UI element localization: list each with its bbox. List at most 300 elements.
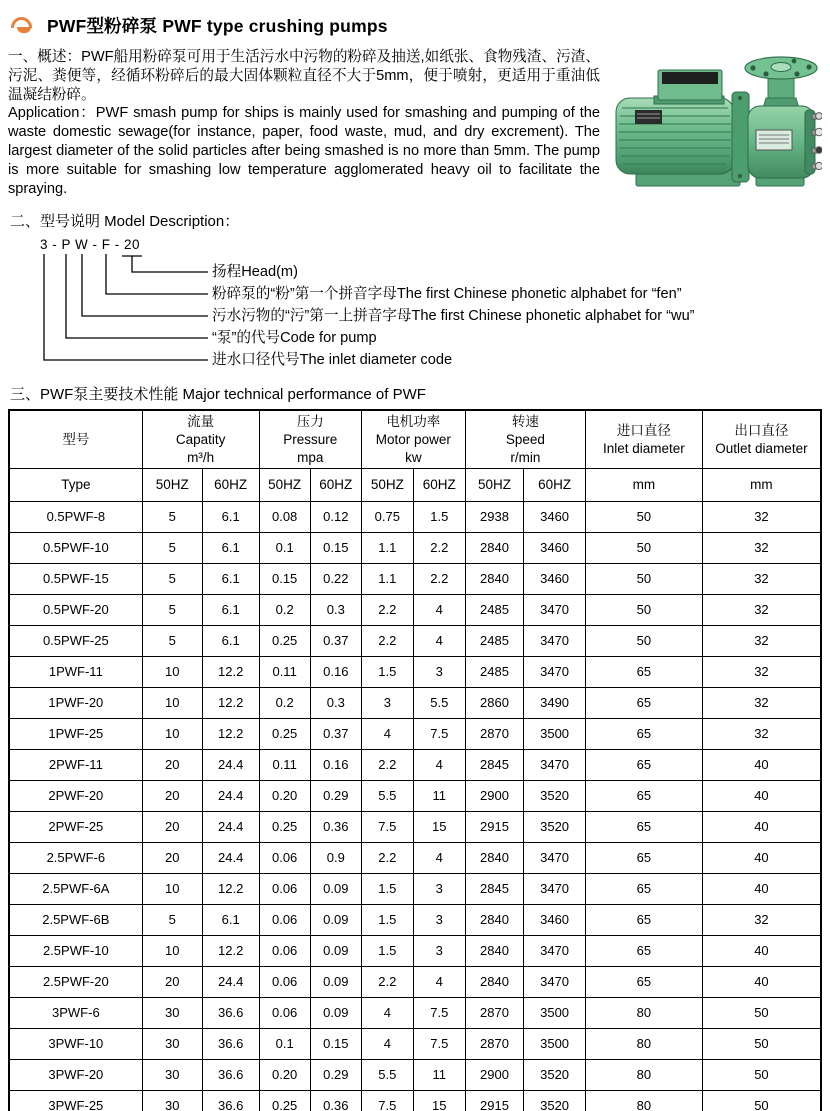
table-row xyxy=(9,1059,821,1090)
brand-logo-icon xyxy=(10,16,37,34)
value-cell: 0.15 xyxy=(310,532,361,563)
value-cell: 0.16 xyxy=(310,656,361,687)
value-cell: 12.2 xyxy=(202,718,259,749)
model-cell: 0.5PWF-15 xyxy=(9,563,142,594)
value-cell: 0.11 xyxy=(259,749,310,780)
value-cell: 3 xyxy=(413,935,465,966)
value-cell: 50 xyxy=(702,997,821,1028)
value-cell: 0.3 xyxy=(310,594,361,625)
table-row xyxy=(9,873,821,904)
value-cell: 0.36 xyxy=(310,811,361,842)
diagram-label-pump-code: “泵”的代号Code for pump xyxy=(212,330,377,347)
value-cell: 0.11 xyxy=(259,656,310,687)
value-cell: 0.15 xyxy=(310,1028,361,1059)
value-cell: 40 xyxy=(702,811,821,842)
value-cell: 3500 xyxy=(524,718,586,749)
model-description-section xyxy=(8,210,822,373)
speed-unit: r/min xyxy=(510,449,541,465)
page-title-en: PWF type crushing pumps xyxy=(162,15,388,36)
value-cell: 1.5 xyxy=(361,656,413,687)
value-cell: 12.2 xyxy=(202,873,259,904)
value-cell: 2845 xyxy=(465,749,523,780)
value-cell: 2900 xyxy=(465,1059,523,1090)
model-cell: 0.5PWF-20 xyxy=(9,594,142,625)
value-cell: 2840 xyxy=(465,935,523,966)
model-cell: 2.5PWF-6B xyxy=(9,904,142,935)
value-cell: 3470 xyxy=(524,749,586,780)
inlet-en: Inlet diameter xyxy=(602,440,685,456)
model-cell: 2.5PWF-10 xyxy=(9,935,142,966)
table-row xyxy=(9,501,821,532)
model-code-diagram xyxy=(32,237,822,373)
value-cell: 0.25 xyxy=(259,1090,310,1111)
value-cell: 10 xyxy=(142,935,202,966)
value-cell: 24.4 xyxy=(202,780,259,811)
value-cell: 2870 xyxy=(465,1028,523,1059)
value-cell: 3520 xyxy=(524,811,586,842)
value-cell: 50 xyxy=(702,1090,821,1111)
model-cell: 2PWF-11 xyxy=(9,749,142,780)
model-cell: 2.5PWF-20 xyxy=(9,966,142,997)
value-cell: 0.06 xyxy=(259,873,310,904)
value-cell: 5.5 xyxy=(413,687,465,718)
value-cell: 5 xyxy=(142,501,202,532)
value-cell: 10 xyxy=(142,718,202,749)
pressure-en: Pressure xyxy=(283,431,338,447)
table-row xyxy=(9,904,821,935)
capacity-zh: 流量 xyxy=(187,413,215,429)
pump-product-photo xyxy=(608,48,822,194)
subheader-60hz: 60HZ xyxy=(524,468,586,501)
value-cell: 0.25 xyxy=(259,811,310,842)
value-cell: 5 xyxy=(142,625,202,656)
value-cell: 50 xyxy=(702,1059,821,1090)
capacity-unit: m³/h xyxy=(187,449,215,465)
value-cell: 3470 xyxy=(524,594,586,625)
value-cell: 3 xyxy=(413,873,465,904)
value-cell: 80 xyxy=(585,1028,702,1059)
col-header-motor-power xyxy=(361,410,465,468)
value-cell: 2.2 xyxy=(413,532,465,563)
overview-text-zh: 一、概述：PWF船用粉碎泵可用于生活污水中污物的粉碎及抽送,如纸张、食物残渣、污渣、污泥、粪便等，经循环粉碎后的最大固体颗粒直径不大于5mm，便于喷射，更适用于重油低温凝结粉碎。 xyxy=(8,49,600,103)
table-row xyxy=(9,935,821,966)
table-row xyxy=(9,532,821,563)
diagram-label-fen: 粉碎泵的“粉”第一个拼音字母The first Chinese phonetic alphabet for “fen” xyxy=(212,286,682,303)
value-cell: 2860 xyxy=(465,687,523,718)
value-cell: 40 xyxy=(702,749,821,780)
value-cell: 0.20 xyxy=(259,1059,310,1090)
value-cell: 5 xyxy=(142,532,202,563)
subheader-outlet-mm: mm xyxy=(702,468,821,501)
value-cell: 5 xyxy=(142,563,202,594)
value-cell: 32 xyxy=(702,687,821,718)
value-cell: 0.75 xyxy=(361,501,413,532)
value-cell: 30 xyxy=(142,1059,202,1090)
value-cell: 12.2 xyxy=(202,656,259,687)
value-cell: 6.1 xyxy=(202,532,259,563)
logo-base-shape xyxy=(17,27,31,33)
value-cell: 4 xyxy=(413,749,465,780)
value-cell: 2.2 xyxy=(361,625,413,656)
value-cell: 40 xyxy=(702,935,821,966)
page-title-zh: PWF型粉碎泵 xyxy=(47,15,158,36)
value-cell: 65 xyxy=(585,966,702,997)
value-cell: 3470 xyxy=(524,842,586,873)
model-cell: 3PWF-10 xyxy=(9,1028,142,1059)
subheader-50hz: 50HZ xyxy=(361,468,413,501)
motor-power-zh: 电机功率 xyxy=(386,413,441,429)
value-cell: 0.06 xyxy=(259,966,310,997)
motor-power-unit: kw xyxy=(405,449,422,465)
value-cell: 65 xyxy=(585,780,702,811)
value-cell: 20 xyxy=(142,780,202,811)
col-header-inlet-diameter xyxy=(585,410,702,468)
value-cell: 12.2 xyxy=(202,935,259,966)
page-header xyxy=(10,12,822,38)
value-cell: 0.1 xyxy=(259,532,310,563)
value-cell: 2840 xyxy=(465,532,523,563)
value-cell: 0.22 xyxy=(310,563,361,594)
value-cell: 32 xyxy=(702,656,821,687)
value-cell: 50 xyxy=(585,532,702,563)
value-cell: 20 xyxy=(142,966,202,997)
value-cell: 2915 xyxy=(465,1090,523,1111)
value-cell: 0.25 xyxy=(259,718,310,749)
table-row xyxy=(9,811,821,842)
value-cell: 2870 xyxy=(465,997,523,1028)
value-cell: 20 xyxy=(142,811,202,842)
value-cell: 2.2 xyxy=(361,749,413,780)
value-cell: 4 xyxy=(361,1028,413,1059)
value-cell: 3460 xyxy=(524,563,586,594)
value-cell: 65 xyxy=(585,811,702,842)
model-cell: 2.5PWF-6 xyxy=(9,842,142,873)
value-cell: 3 xyxy=(413,656,465,687)
value-cell: 32 xyxy=(702,563,821,594)
value-cell: 0.09 xyxy=(310,997,361,1028)
model-cell: 2PWF-25 xyxy=(9,811,142,842)
overview-text-en: Application：PWF smash pump for ships is mainly used for smashing and pumping of the waste domestic sewage(for instance, paper, food waste, mud, and dry excrement). The largest diameter of the solid particles after being smashed is no more than 5mm. The pump is more suitable for smashing low temperature agglomerated heavy oil to facilitate the spraying. xyxy=(8,105,600,197)
performance-table xyxy=(8,409,822,1111)
table-row xyxy=(9,718,821,749)
value-cell: 6.1 xyxy=(202,904,259,935)
pump-illustration xyxy=(608,54,822,194)
value-cell: 3520 xyxy=(524,1059,586,1090)
diagram-label-wu: 污水污物的“污”第一上拼音字母The first Chinese phonetic alphabet for “wu” xyxy=(212,308,695,325)
value-cell: 1.5 xyxy=(361,873,413,904)
subheader-50hz: 50HZ xyxy=(465,468,523,501)
value-cell: 4 xyxy=(413,842,465,873)
value-cell: 2900 xyxy=(465,780,523,811)
col-header-capacity xyxy=(142,410,259,468)
col-header-pressure xyxy=(259,410,361,468)
value-cell: 2840 xyxy=(465,966,523,997)
value-cell: 7.5 xyxy=(413,718,465,749)
value-cell: 4 xyxy=(413,594,465,625)
value-cell: 1.5 xyxy=(361,904,413,935)
value-cell: 40 xyxy=(702,873,821,904)
value-cell: 0.09 xyxy=(310,966,361,997)
value-cell: 0.09 xyxy=(310,873,361,904)
outlet-en: Outlet diameter xyxy=(715,440,808,456)
speed-en: Speed xyxy=(505,431,545,447)
value-cell: 3470 xyxy=(524,656,586,687)
value-cell: 5.5 xyxy=(361,780,413,811)
value-cell: 5 xyxy=(142,904,202,935)
value-cell: 30 xyxy=(142,1028,202,1059)
value-cell: 50 xyxy=(702,1028,821,1059)
value-cell: 36.6 xyxy=(202,1090,259,1111)
value-cell: 11 xyxy=(413,1059,465,1090)
value-cell: 0.25 xyxy=(259,625,310,656)
value-cell: 12.2 xyxy=(202,687,259,718)
value-cell: 3500 xyxy=(524,997,586,1028)
diagram-label-head: 扬程Head(m) xyxy=(212,264,298,281)
value-cell: 65 xyxy=(585,904,702,935)
model-cell: 2PWF-20 xyxy=(9,780,142,811)
value-cell: 0.36 xyxy=(310,1090,361,1111)
capacity-en: Capatity xyxy=(175,431,226,447)
value-cell: 0.15 xyxy=(259,563,310,594)
subheader-60hz: 60HZ xyxy=(310,468,361,501)
value-cell: 0.12 xyxy=(310,501,361,532)
value-cell: 3490 xyxy=(524,687,586,718)
value-cell: 65 xyxy=(585,656,702,687)
header-row-units xyxy=(9,468,821,501)
table-row xyxy=(9,594,821,625)
value-cell: 3 xyxy=(361,687,413,718)
value-cell: 32 xyxy=(702,625,821,656)
table-row xyxy=(9,997,821,1028)
value-cell: 24.4 xyxy=(202,842,259,873)
overview-section xyxy=(8,48,822,198)
model-cell: 1PWF-11 xyxy=(9,656,142,687)
value-cell: 0.09 xyxy=(310,935,361,966)
value-cell: 7.5 xyxy=(361,1090,413,1111)
value-cell: 65 xyxy=(585,842,702,873)
model-cell: 3PWF-6 xyxy=(9,997,142,1028)
value-cell: 65 xyxy=(585,687,702,718)
value-cell: 40 xyxy=(702,842,821,873)
value-cell: 7.5 xyxy=(413,1028,465,1059)
value-cell: 2938 xyxy=(465,501,523,532)
model-description-heading: 二、型号说明 Model Description： xyxy=(10,213,240,231)
value-cell: 40 xyxy=(702,966,821,997)
value-cell: 20 xyxy=(142,749,202,780)
motor-power-en: Motor power xyxy=(375,431,451,447)
value-cell: 0.20 xyxy=(259,780,310,811)
col-header-type: 型号 xyxy=(9,410,142,468)
value-cell: 65 xyxy=(585,935,702,966)
value-cell: 20 xyxy=(142,842,202,873)
model-cell: 0.5PWF-8 xyxy=(9,501,142,532)
value-cell: 50 xyxy=(585,563,702,594)
model-cell: 3PWF-20 xyxy=(9,1059,142,1090)
value-cell: 2485 xyxy=(465,594,523,625)
value-cell: 80 xyxy=(585,997,702,1028)
diagram-label-inlet-code: 进水口径代号The inlet diameter code xyxy=(212,352,453,369)
value-cell: 2840 xyxy=(465,904,523,935)
value-cell: 1.5 xyxy=(361,935,413,966)
value-cell: 0.09 xyxy=(310,904,361,935)
value-cell: 6.1 xyxy=(202,594,259,625)
value-cell: 10 xyxy=(142,656,202,687)
value-cell: 50 xyxy=(585,594,702,625)
value-cell: 2870 xyxy=(465,718,523,749)
value-cell: 36.6 xyxy=(202,1028,259,1059)
value-cell: 0.06 xyxy=(259,842,310,873)
value-cell: 0.06 xyxy=(259,904,310,935)
value-cell: 2840 xyxy=(465,842,523,873)
table-row xyxy=(9,1028,821,1059)
value-cell: 2.2 xyxy=(413,563,465,594)
value-cell: 3520 xyxy=(524,780,586,811)
subheader-50hz: 50HZ xyxy=(259,468,310,501)
inlet-zh: 进口直径 xyxy=(616,422,671,438)
subheader-50hz: 50HZ xyxy=(142,468,202,501)
value-cell: 0.9 xyxy=(310,842,361,873)
value-cell: 2915 xyxy=(465,811,523,842)
subheader-type: Type xyxy=(9,468,142,501)
value-cell: 10 xyxy=(142,687,202,718)
value-cell: 4 xyxy=(361,718,413,749)
value-cell: 2840 xyxy=(465,563,523,594)
model-cell: 2.5PWF-6A xyxy=(9,873,142,904)
model-cell: 0.5PWF-25 xyxy=(9,625,142,656)
value-cell: 32 xyxy=(702,718,821,749)
value-cell: 40 xyxy=(702,780,821,811)
value-cell: 2.2 xyxy=(361,842,413,873)
value-cell: 3 xyxy=(413,904,465,935)
value-cell: 32 xyxy=(702,594,821,625)
value-cell: 30 xyxy=(142,1090,202,1111)
value-cell: 50 xyxy=(585,501,702,532)
value-cell: 0.29 xyxy=(310,1059,361,1090)
value-cell: 3460 xyxy=(524,501,586,532)
table-row xyxy=(9,656,821,687)
value-cell: 2.2 xyxy=(361,594,413,625)
table-row xyxy=(9,749,821,780)
pressure-unit: mpa xyxy=(297,449,324,465)
value-cell: 24.4 xyxy=(202,966,259,997)
value-cell: 65 xyxy=(585,718,702,749)
value-cell: 15 xyxy=(413,1090,465,1111)
table-row xyxy=(9,966,821,997)
value-cell: 5 xyxy=(142,594,202,625)
model-cell: 1PWF-25 xyxy=(9,718,142,749)
value-cell: 0.1 xyxy=(259,1028,310,1059)
value-cell: 4 xyxy=(413,625,465,656)
value-cell: 3520 xyxy=(524,1090,586,1111)
value-cell: 0.37 xyxy=(310,718,361,749)
table-row xyxy=(9,687,821,718)
subheader-60hz: 60HZ xyxy=(202,468,259,501)
value-cell: 2485 xyxy=(465,625,523,656)
value-cell: 2.2 xyxy=(361,966,413,997)
page-title xyxy=(47,13,388,38)
value-cell: 3500 xyxy=(524,1028,586,1059)
subheader-60hz: 60HZ xyxy=(413,468,465,501)
value-cell: 4 xyxy=(361,997,413,1028)
value-cell: 32 xyxy=(702,501,821,532)
performance-section xyxy=(8,383,822,1111)
value-cell: 80 xyxy=(585,1090,702,1111)
value-cell: 6.1 xyxy=(202,501,259,532)
value-cell: 30 xyxy=(142,997,202,1028)
col-header-outlet-diameter xyxy=(702,410,821,468)
value-cell: 5.5 xyxy=(361,1059,413,1090)
value-cell: 10 xyxy=(142,873,202,904)
value-cell: 2485 xyxy=(465,656,523,687)
value-cell: 24.4 xyxy=(202,749,259,780)
table-row xyxy=(9,780,821,811)
value-cell: 1.1 xyxy=(361,563,413,594)
value-cell: 65 xyxy=(585,749,702,780)
table-row xyxy=(9,1090,821,1111)
value-cell: 7.5 xyxy=(413,997,465,1028)
performance-table-body xyxy=(9,501,821,1111)
value-cell: 1.1 xyxy=(361,532,413,563)
value-cell: 3460 xyxy=(524,532,586,563)
speed-zh: 转速 xyxy=(511,413,539,429)
value-cell: 50 xyxy=(585,625,702,656)
value-cell: 6.1 xyxy=(202,625,259,656)
value-cell: 11 xyxy=(413,780,465,811)
model-cell: 1PWF-20 xyxy=(9,687,142,718)
value-cell: 65 xyxy=(585,873,702,904)
value-cell: 3470 xyxy=(524,625,586,656)
performance-heading: 三、PWF泵主要技术性能 Major technical performance of PWF xyxy=(10,386,426,404)
value-cell: 3470 xyxy=(524,935,586,966)
value-cell: 0.29 xyxy=(310,780,361,811)
value-cell: 0.06 xyxy=(259,997,310,1028)
outlet-zh: 出口直径 xyxy=(734,422,789,438)
value-cell: 3470 xyxy=(524,873,586,904)
header-row-groups xyxy=(9,410,821,468)
value-cell: 0.2 xyxy=(259,687,310,718)
model-cell: 0.5PWF-10 xyxy=(9,532,142,563)
value-cell: 32 xyxy=(702,904,821,935)
value-cell: 1.5 xyxy=(413,501,465,532)
value-cell: 80 xyxy=(585,1059,702,1090)
value-cell: 0.3 xyxy=(310,687,361,718)
value-cell: 0.06 xyxy=(259,935,310,966)
value-cell: 3460 xyxy=(524,904,586,935)
value-cell: 6.1 xyxy=(202,563,259,594)
pressure-zh: 压力 xyxy=(296,413,324,429)
value-cell: 0.2 xyxy=(259,594,310,625)
value-cell: 2845 xyxy=(465,873,523,904)
model-code: 3 - P W - F - 20 xyxy=(40,237,141,253)
value-cell: 36.6 xyxy=(202,1059,259,1090)
value-cell: 0.16 xyxy=(310,749,361,780)
table-row xyxy=(9,842,821,873)
value-cell: 4 xyxy=(413,966,465,997)
value-cell: 3470 xyxy=(524,966,586,997)
model-cell: 3PWF-25 xyxy=(9,1090,142,1111)
table-row xyxy=(9,563,821,594)
table-row xyxy=(9,625,821,656)
value-cell: 32 xyxy=(702,532,821,563)
value-cell: 0.08 xyxy=(259,501,310,532)
col-header-speed xyxy=(465,410,585,468)
value-cell: 0.37 xyxy=(310,625,361,656)
value-cell: 7.5 xyxy=(361,811,413,842)
value-cell: 24.4 xyxy=(202,811,259,842)
subheader-inlet-mm: mm xyxy=(585,468,702,501)
value-cell: 36.6 xyxy=(202,997,259,1028)
value-cell: 15 xyxy=(413,811,465,842)
